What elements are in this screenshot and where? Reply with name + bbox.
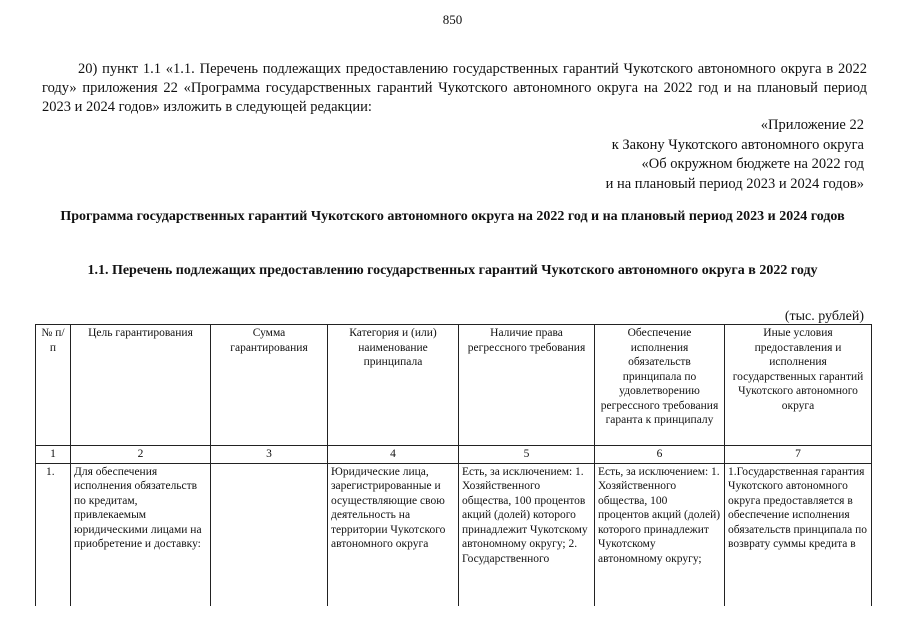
header-cell-principal: Категория и (или) наименование принципала	[328, 325, 459, 446]
table-cell: Есть, за исключением: 1. Хозяйственного общества, 100 процентов акций (долей) которого принадлежит Чукотскому автономному округу; 2. Государственного	[459, 463, 595, 606]
header-cell-purpose: Цель гарантирования	[71, 325, 211, 446]
guarantees-table	[35, 324, 872, 606]
appendix-line: «Приложение 22	[760, 117, 864, 133]
table-row	[36, 463, 872, 606]
program-title: Программа государственных гарантий Чукотского автономного округа на 2022 год и на плановый период 2023 и 2024 годов	[60, 209, 845, 224]
appendix-line: к Закону Чукотского автономного округа	[611, 136, 864, 153]
intro-paragraph: 20) пункт 1.1 «1.1. Перечень подлежащих предоставлению государственных гарантий Чукотского автономного округа в 2022 году» приложения 22 «Программа государственных гарантий Чукотского автономного округа на 2022 год и на плановый период 2023 и 2024 годов» изложить в следующей редакции:	[42, 61, 867, 115]
table-cell	[211, 463, 328, 606]
appendix-header	[524, 116, 864, 194]
header-cell-number: № п/п	[36, 325, 71, 446]
column-number: 2	[71, 446, 211, 464]
column-number: 3	[211, 446, 328, 464]
appendix-line: и на плановый период 2023 и 2024 годов»	[605, 175, 864, 192]
column-number: 5	[459, 446, 595, 464]
header-cell-regress: Наличие права регрессного требования	[459, 325, 595, 446]
table-header-row	[36, 325, 872, 446]
header-cell-amount: Сумма гарантирования	[211, 325, 328, 446]
section-title: 1.1. Перечень подлежащих предоставлению государственных гарантий Чукотского автономного округа в 2022 году	[87, 263, 818, 278]
column-number-row	[36, 446, 872, 464]
table-cell: 1.	[36, 463, 71, 606]
table-cell: Для обеспечения исполнения обязательств по кредитам, привлекаемым юридическими лицами на приобретение и доставку:	[71, 463, 211, 606]
page-number: 850	[442, 12, 463, 27]
appendix-line: «Об окружном бюджете на 2022 год	[641, 156, 864, 172]
table-cell: 1.Государственная гарантия Чукотского автономного округа предоставляется в обеспечение исполнения обязательств принципала по возврату суммы кредита в	[725, 463, 872, 606]
table-cell: Юридические лица, зарегистрированные и осуществляющие свою деятельность на территории Чукотского автономного округа	[328, 463, 459, 606]
column-number: 1	[36, 446, 71, 464]
table-cell: Есть, за исключением: 1. Хозяйственного общества, 100 процентов акций (долей) которого принадлежит Чукотскому автономному округу;	[595, 463, 725, 606]
column-number: 6	[595, 446, 725, 464]
header-cell-security: Обеспечение исполнения обязательств принципала по удовлетворению регрессного требования гаранта к принципалу	[595, 325, 725, 446]
column-number: 4	[328, 446, 459, 464]
column-number: 7	[725, 446, 872, 464]
header-cell-other-terms: Иные условия предоставления и исполнения государственных гарантий Чукотского автономного округа	[725, 325, 872, 446]
unit-note: (тыс. рублей)	[784, 309, 864, 324]
